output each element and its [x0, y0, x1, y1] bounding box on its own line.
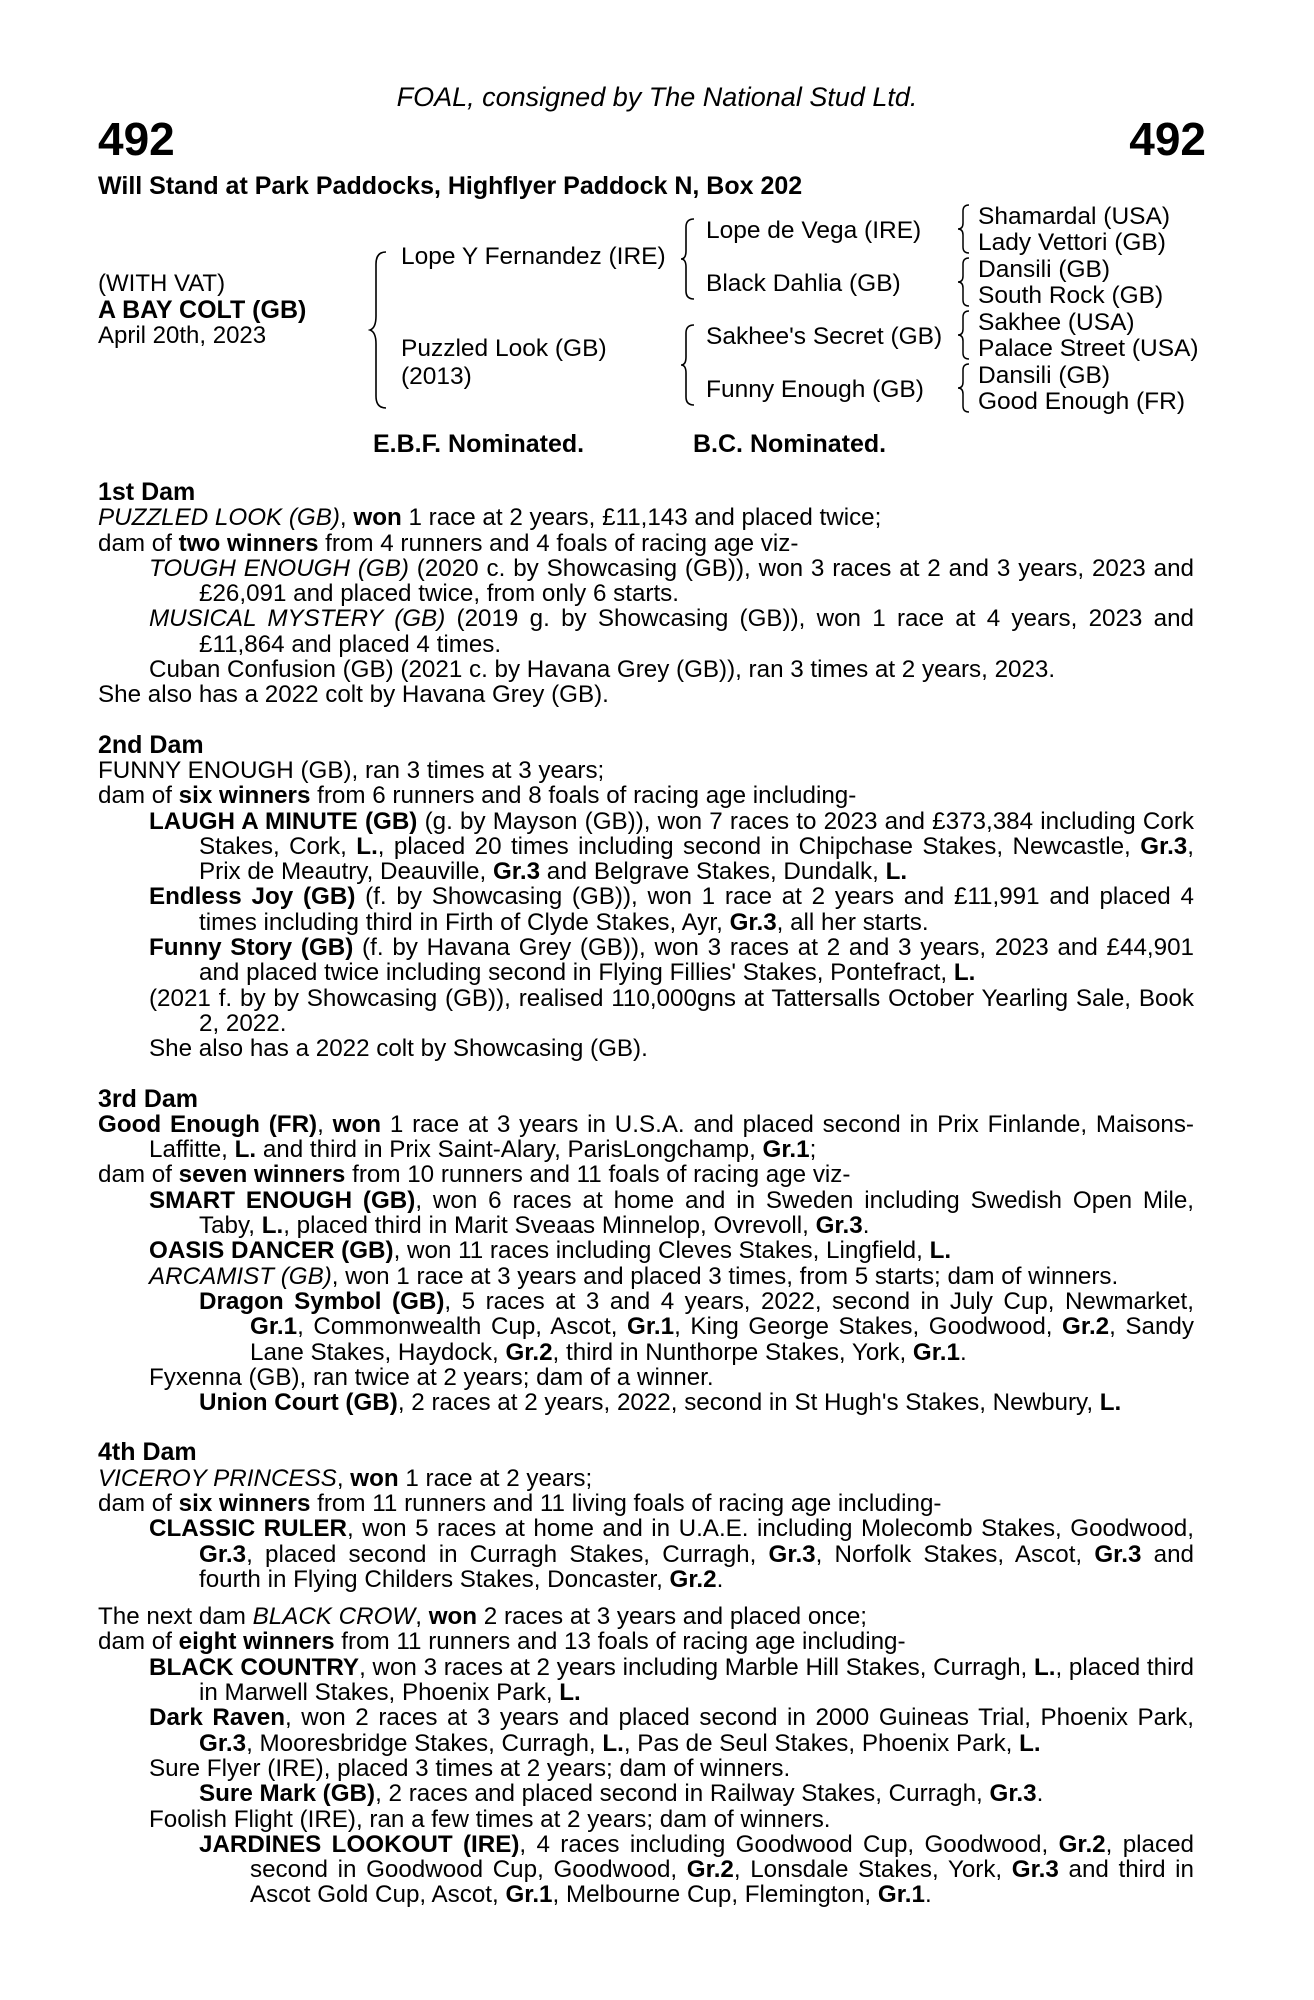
dam-year: (2013)	[401, 363, 472, 390]
stand-location: Will Stand at Park Paddocks, Highflyer Paddock N, Box 202	[98, 172, 803, 200]
pedigree-brace-ds	[956, 309, 972, 361]
pedigree-brace-dam	[679, 323, 697, 407]
grandproduce-union-court: Union Court (GB), 2 races at 2 years, 2022, second in St Hugh's Stakes, Newbury, L.	[199, 1389, 1122, 1417]
fourth-dam-line: VICEROY PRINCESS, won 1 race at 2 years;	[98, 1464, 593, 1492]
produce-classic-ruler: CLASSIC RULER, won 5 races at home and in U.A.E. including Molecomb Stakes, Goodwood, Gr.3, placed second in Curragh Stakes, Curragh, Gr.3, Norfolk Stakes, Ascot, Gr.3 and fourth in Flying Childers Stakes, Doncaster, Gr.2.	[149, 1515, 1195, 1593]
produce-arcamist: ARCAMIST (GB), won 1 race at 3 years and placed 3 times, from 5 starts; dam of winners.	[149, 1262, 1119, 1290]
produce-black-country: BLACK COUNTRY, won 3 races at 2 years including Marble Hill Stakes, Curragh, L., placed third in Marwell Stakes, Phoenix Park, L.	[149, 1653, 1194, 1707]
dam-sire: Sakhee's Secret (GB)	[706, 323, 943, 350]
produce-tough-enough: TOUGH ENOUGH (GB) (2020 c. by Showcasing (GB)), won 3 races at 2 and 3 years, 2023 and £26,091 and placed twice, from only 6 starts.	[149, 554, 1194, 608]
produce-oasis-dancer: OASIS DANCER (GB), won 11 races including Cleves Stakes, Lingfield, L.	[149, 1237, 952, 1265]
bc-nominated: B.C. Nominated.	[693, 430, 887, 458]
pedigree-brace-sd	[956, 256, 972, 308]
third-dam-line: Good Enough (FR), won 1 race at 3 years in U.S.A. and placed second in Prix Finlande, Maisons-Laffitte, L. and third in Prix Saint-Alary, ParisLongchamp, Gr.1;	[98, 1110, 1194, 1164]
ssd: Lady Vettori (GB)	[978, 229, 1166, 256]
dam-dam: Funny Enough (GB)	[706, 376, 924, 403]
grandproduce-dragon-symbol: Dragon Symbol (GB), 5 races at 3 and 4 years, 2022, second in July Cup, Newmarket, Gr.1, Commonwealth Cup, Ascot, Gr.1, King George Stakes, Goodwood, Gr.2, Sandy Lane Stakes, Haydock, Gr.2, third in Nunthorpe Stakes, York, Gr.1.	[199, 1287, 1194, 1366]
dsd: Palace Street (USA)	[978, 335, 1199, 362]
fourth-dam-heading: 4th Dam	[98, 1438, 197, 1467]
next-dam-line: The next dam BLACK CROW, won 2 races at 3 years and placed once;	[98, 1603, 868, 1631]
first-dam-produce: dam of two winners from 4 runners and 4 foals of racing age viz-	[98, 529, 799, 557]
produce-sure-flyer: Sure Flyer (IRE), placed 3 times at 2 years; dam of winners.	[149, 1754, 791, 1782]
sire: Lope Y Fernandez (IRE)	[401, 243, 666, 270]
ddd: Good Enough (FR)	[978, 388, 1185, 415]
third-dam-heading: 3rd Dam	[98, 1084, 199, 1113]
produce-musical-mystery: MUSICAL MYSTERY (GB) (2019 g. by Showcasing (GB)), won 1 race at 4 years, 2023 and £11,864 and placed 4 times.	[149, 605, 1194, 658]
foaling-date: April 20th, 2023	[98, 322, 267, 349]
fourth-dam-produce: dam of six winners from 11 runners and 11 living foals of racing age including-	[98, 1489, 942, 1517]
dds: Dansili (GB)	[978, 362, 1111, 389]
grandproduce-jardines-lookout: JARDINES LOOKOUT (IRE), 4 races including Goodwood Cup, Goodwood, Gr.2, placed second in Goodwood Cup, Goodwood, Gr.2, Lonsdale Stakes, York, Gr.3 and third in Ascot Gold Cup, Ascot, Gr.1, Melbourne Cup, Flemington, Gr.1.	[199, 1830, 1195, 1909]
ebf-nominated: E.B.F. Nominated.	[373, 430, 585, 458]
second-dam-heading: 2nd Dam	[98, 730, 204, 759]
lot-number-left: 492	[98, 113, 175, 165]
produce-fyxenna: Fyxenna (GB), ran twice at 2 years; dam of a winner.	[149, 1363, 714, 1391]
pedigree-brace-sire	[679, 217, 697, 301]
produce-smart-enough: SMART ENOUGH (GB), won 6 races at home and in Sweden including Swedish Open Mile, Taby, L., placed third in Marit Sveaas Minnelop, Ovrevoll, Gr.3.	[149, 1186, 1194, 1240]
consignor-line: FOAL, consigned by The National Stud Ltd.	[396, 82, 918, 112]
first-dam-line: PUZZLED LOOK (GB), won 1 race at 2 years, £11,143 and placed twice;	[98, 504, 882, 532]
produce-foolish-flight: Foolish Flight (IRE), ran a few times at 2 years; dam of winners.	[149, 1805, 831, 1833]
produce-2021-filly: (2021 f. by by Showcasing (GB)), realised 110,000gns at Tattersalls October Yearling Sale, Book 2, 2022.	[149, 984, 1194, 1037]
produce-funny-story: Funny Story (GB) (f. by Havana Grey (GB)), won 3 races at 2 and 3 years, 2023 and £44,901 and placed twice including second in Flying Fillies' Stakes, Pontefract, L.	[149, 934, 1194, 987]
second-dam-produce: dam of six winners from 6 runners and 8 foals of racing age including-	[98, 782, 857, 810]
vat-note: (WITH VAT)	[98, 270, 226, 297]
first-dam-heading: 1st Dam	[98, 478, 196, 506]
sdd: South Rock (GB)	[978, 282, 1164, 309]
pedigree-brace-ss	[956, 203, 972, 255]
produce-endless-joy: Endless Joy (GB) (f. by Showcasing (GB)), won 1 race at 2 years and £11,991 and placed 4 times including third in Firth of Clyde Stakes, Ayr, Gr.3, all her starts.	[149, 883, 1194, 936]
second-dam-line: FUNNY ENOUGH (GB), ran 3 times at 3 years;	[98, 756, 605, 784]
next-dam-produce: dam of eight winners from 11 runners and 13 foals of racing age including-	[98, 1628, 906, 1656]
second-dam-also: She also has a 2022 colt by Showcasing (GB).	[149, 1035, 648, 1063]
catalogue-body	[98, 480, 1194, 1908]
horse-name: A BAY COLT (GB)	[98, 296, 307, 324]
first-dam-also: She also has a 2022 colt by Havana Grey (GB).	[98, 681, 609, 709]
produce-dark-raven: Dark Raven, won 2 races at 3 years and placed second in 2000 Guineas Trial, Phoenix Park, Gr.3, Mooresbridge Stakes, Curragh, L., Pas de Seul Stakes, Phoenix Park, L.	[149, 1704, 1194, 1757]
produce-cuban-confusion: Cuban Confusion (GB) (2021 c. by Havana Grey (GB)), ran 3 times at 2 years, 2023.	[149, 656, 1056, 684]
pedigree-brace-main	[368, 250, 390, 410]
produce-laugh-a-minute: LAUGH A MINUTE (GB) (g. by Mayson (GB)), won 7 races to 2023 and £373,384 including Cork Stakes, Cork, L., placed 20 times including second in Chipchase Stakes, Newcastle, Gr.3, Prix de Meautry, Deauville, Gr.3 and Belgrave Stakes, Dundalk, L.	[149, 807, 1194, 886]
lot-number-right: 492	[1129, 113, 1206, 165]
sire-dam: Black Dahlia (GB)	[706, 270, 901, 297]
third-dam-produce: dam of seven winners from 10 runners and 11 foals of racing age viz-	[98, 1161, 851, 1189]
grandproduce-sure-mark: Sure Mark (GB), 2 races and placed second in Railway Stakes, Curragh, Gr.3.	[199, 1780, 1044, 1808]
pedigree-brace-dd	[956, 362, 972, 414]
dam: Puzzled Look (GB)	[401, 335, 607, 362]
sds: Dansili (GB)	[978, 256, 1111, 283]
sire-sire: Lope de Vega (IRE)	[706, 217, 922, 244]
dss: Sakhee (USA)	[978, 309, 1135, 336]
sss: Shamardal (USA)	[978, 203, 1170, 230]
